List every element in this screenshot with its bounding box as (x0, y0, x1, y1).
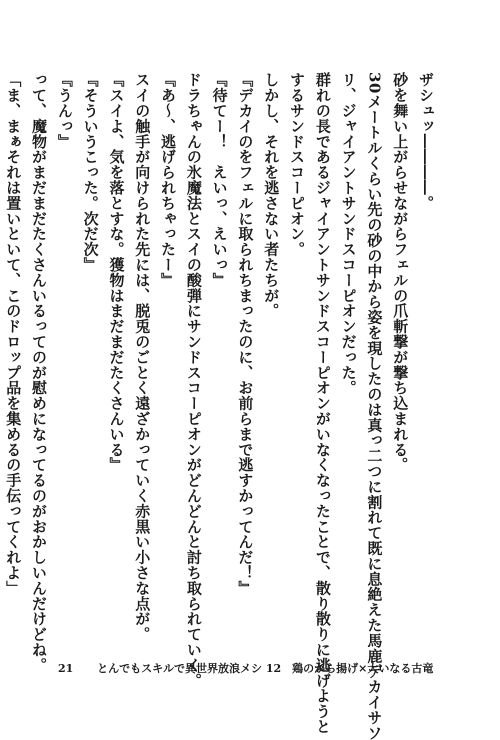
page-number: 21 (58, 662, 74, 675)
text-line-1: ザシュッ――――。 (417, 72, 435, 211)
text-line-5: 群れの長であるジャイアントサンドスコーピオンがいなくなったことで、散り散りに逃げようと (313, 72, 332, 735)
text-line-12: スイの触手が向けられた先には、脱兎のごとく遠ざかっていく赤黒い小さな点が。 (133, 72, 152, 642)
text-line-8: 『デカイのをフェルに取られちまったのに、お前らまで逃すかってんだ！』 (236, 72, 255, 596)
text-line-6: するサンドスコーピオン。 (288, 72, 307, 257)
text-line-16: って、魔物がまだまだたくさんいるってのが慰めになってるのがおかしいんだけどね。 (30, 72, 49, 673)
text-line-14: 『そういうこった。次だ次』 (81, 72, 100, 273)
text-line-2: 砂を舞い上がらせながらフェルの爪斬撃が撃ち込まれる。 (391, 72, 410, 473)
text-line-10: ドラちゃんの氷魔法とスイの酸弾にサンドスコーピオンがどんどんと討ち取られていく。 (184, 72, 203, 688)
text-line-17: 「ま、まぁそれは置いといて、このドロップ品を集めるの手伝ってくれよ」 (4, 72, 23, 596)
text-line-4: リ、ジャイアントサンドスコーピオンだった。 (339, 72, 358, 396)
text-line-15: 『うんっ』 (55, 72, 74, 149)
text-line-13: 『スイよ、気を落とすな。獲物はまだまだたくさんいる』 (107, 72, 126, 473)
text-line-9: 『待てー！ えいっ、えいっ』 (210, 72, 229, 288)
text-line-3: 30メートルくらい先の砂の中から姿を現したのは真っ二つに割れて既に息絶えた馬鹿デカイサソ (365, 72, 384, 740)
text-line-7: しかし、それを逃さない者たちが。 (262, 72, 281, 319)
text-line-11: 『あ～、逃げられちゃったー』 (159, 72, 178, 288)
page-footer (58, 660, 433, 676)
book-title: とんでもスキルで異世界放浪メシ 12 鶏のから揚げ×大いなる古竜 (97, 662, 434, 675)
